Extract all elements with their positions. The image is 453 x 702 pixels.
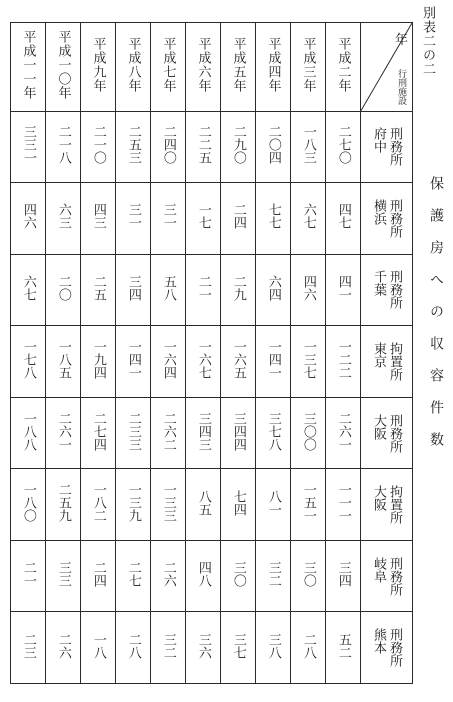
facility-name: 府中 <box>371 127 386 154</box>
count-value: 五八 <box>160 274 176 301</box>
table-reference-label: 別表二の二 <box>420 6 435 76</box>
count-value: 四七 <box>335 203 351 230</box>
count-value: 三〇〇 <box>300 411 316 451</box>
year-label: 平成六年 <box>195 36 211 93</box>
count-value: 四六 <box>300 274 316 301</box>
facility-type: 拘置所 <box>387 485 402 525</box>
count-value: 三〇 <box>230 561 246 588</box>
facility-name: 千葉 <box>371 270 386 297</box>
facility-cell <box>361 540 413 612</box>
count-value: 四八 <box>195 561 211 588</box>
year-label: 平成五年 <box>230 36 246 93</box>
count-value: 一一一 <box>335 483 351 523</box>
count-cell <box>186 111 221 183</box>
count-cell <box>11 183 46 255</box>
count-value: 二二五 <box>195 125 211 165</box>
facility-cell <box>361 254 413 326</box>
count-cell <box>11 540 46 612</box>
facility-cell <box>361 469 413 541</box>
count-value: 一三九 <box>125 483 141 523</box>
count-value: 一四一 <box>125 340 141 380</box>
count-value: 三四 <box>125 274 141 301</box>
count-cell <box>186 469 221 541</box>
count-cell <box>221 612 256 684</box>
year-header <box>151 23 186 112</box>
count-value: 二七〇 <box>335 125 351 165</box>
facility-name: 東京 <box>371 342 386 369</box>
count-value: 二九 <box>230 274 246 301</box>
count-cell <box>221 254 256 326</box>
count-cell <box>256 254 291 326</box>
count-cell <box>151 469 186 541</box>
count-cell <box>221 540 256 612</box>
count-cell <box>81 469 116 541</box>
count-cell <box>46 183 81 255</box>
count-cell <box>81 111 116 183</box>
count-cell <box>256 612 291 684</box>
count-cell <box>46 111 81 183</box>
count-value: 一八八 <box>20 411 36 451</box>
count-value: 一六五 <box>230 340 246 380</box>
table-row <box>11 612 413 684</box>
facility-cell <box>361 111 413 183</box>
count-cell <box>186 254 221 326</box>
count-cell <box>116 111 151 183</box>
count-cell <box>46 326 81 398</box>
year-header <box>11 23 46 112</box>
count-value: 二〇四 <box>265 125 281 165</box>
count-value: 六七 <box>300 203 316 230</box>
count-cell <box>326 397 361 469</box>
count-value: 二四 <box>90 561 106 588</box>
facility-cell <box>361 183 413 255</box>
count-cell <box>256 469 291 541</box>
count-value: 一六七 <box>195 340 211 380</box>
count-cell <box>186 612 221 684</box>
count-cell <box>186 183 221 255</box>
table-row <box>11 183 413 255</box>
count-cell <box>291 111 326 183</box>
count-cell <box>256 540 291 612</box>
count-value: 八五 <box>195 489 211 516</box>
count-cell <box>151 254 186 326</box>
count-value: 二六二 <box>160 411 176 451</box>
count-cell <box>151 540 186 612</box>
year-label: 平成九年 <box>90 36 106 93</box>
count-cell <box>186 397 221 469</box>
count-value: 三四四 <box>230 411 246 451</box>
count-value: 二六一 <box>55 411 71 451</box>
count-value: 二〇 <box>55 274 71 301</box>
count-value: 三三 <box>55 561 71 588</box>
facility-name: 横浜 <box>371 198 386 225</box>
facility-type: 拘置所 <box>387 342 402 382</box>
count-value: 三一 <box>125 203 141 230</box>
count-cell <box>116 469 151 541</box>
count-value: 三二 <box>265 561 281 588</box>
table-row <box>11 397 413 469</box>
count-cell <box>46 469 81 541</box>
facility-name: 大阪 <box>371 485 386 512</box>
count-cell <box>81 612 116 684</box>
count-cell <box>291 469 326 541</box>
count-value: 一八〇 <box>20 483 36 523</box>
count-value: 一八 <box>90 632 106 659</box>
count-value: 一七 <box>195 203 211 230</box>
count-value: 四三 <box>90 203 106 230</box>
count-value: 二一〇 <box>90 125 106 165</box>
count-cell <box>291 612 326 684</box>
count-value: 二八 <box>300 632 316 659</box>
count-cell <box>326 540 361 612</box>
count-cell <box>46 612 81 684</box>
count-cell <box>46 540 81 612</box>
count-cell <box>116 397 151 469</box>
count-cell <box>151 183 186 255</box>
count-cell <box>326 612 361 684</box>
count-value: 二九〇 <box>230 125 246 165</box>
count-cell <box>11 469 46 541</box>
facility-name: 岐阜 <box>371 556 386 583</box>
count-cell <box>11 397 46 469</box>
count-value: 一三三 <box>160 483 176 523</box>
count-value: 二五三 <box>125 125 141 165</box>
year-header <box>81 23 116 112</box>
count-cell <box>116 183 151 255</box>
count-value: 四六 <box>20 203 36 230</box>
count-cell <box>116 254 151 326</box>
count-cell <box>11 254 46 326</box>
table-row <box>11 469 413 541</box>
count-value: 二四 <box>230 203 246 230</box>
year-header <box>256 23 291 112</box>
count-value: 二五 <box>90 274 106 301</box>
count-value: 六四 <box>265 274 281 301</box>
count-cell <box>291 540 326 612</box>
count-cell <box>81 540 116 612</box>
count-value: 二六一 <box>335 411 351 451</box>
count-value: 二三三 <box>125 411 141 451</box>
count-value: 四一 <box>335 274 351 301</box>
count-value: 一九四 <box>90 340 106 380</box>
count-cell <box>81 183 116 255</box>
count-value: 三八 <box>265 632 281 659</box>
count-value: 一四一 <box>265 340 281 380</box>
facility-type: 刑務所 <box>387 413 402 453</box>
count-value: 二六 <box>55 632 71 659</box>
year-label: 平成二年 <box>335 36 351 93</box>
count-cell <box>81 326 116 398</box>
count-cell <box>151 326 186 398</box>
count-cell <box>291 326 326 398</box>
year-label: 平成一一年 <box>20 29 36 100</box>
count-cell <box>221 111 256 183</box>
count-value: 一三七 <box>300 340 316 380</box>
count-cell <box>326 111 361 183</box>
count-value: 一八二 <box>90 483 106 523</box>
count-cell <box>326 326 361 398</box>
header-row <box>11 23 413 112</box>
facility-name: 大阪 <box>371 413 386 440</box>
count-value: 二八 <box>125 632 141 659</box>
count-value: 二三 <box>20 632 36 659</box>
year-header <box>221 23 256 112</box>
count-cell <box>151 612 186 684</box>
count-value: 一八五 <box>55 340 71 380</box>
year-label: 平成八年 <box>125 36 141 93</box>
count-cell <box>221 397 256 469</box>
facility-type: 刑務所 <box>387 628 402 668</box>
count-cell <box>256 183 291 255</box>
corner-year-label: 年 <box>394 33 408 48</box>
count-cell <box>326 254 361 326</box>
count-cell <box>116 612 151 684</box>
year-label: 平成一〇年 <box>55 29 71 100</box>
count-cell <box>256 326 291 398</box>
facility-type: 刑務所 <box>387 127 402 167</box>
count-value: 七七 <box>265 203 281 230</box>
count-value: 二一 <box>20 561 36 588</box>
count-value: 三六 <box>195 632 211 659</box>
count-cell <box>11 612 46 684</box>
year-header <box>116 23 151 112</box>
count-value: 一六四 <box>160 340 176 380</box>
count-cell <box>116 540 151 612</box>
count-value: 七四 <box>230 489 246 516</box>
table-title: 保護房への収容件数 <box>428 176 444 464</box>
count-cell <box>186 540 221 612</box>
table-row <box>11 540 413 612</box>
count-value: 二四〇 <box>160 125 176 165</box>
count-value: 三〇 <box>300 561 316 588</box>
count-cell <box>11 326 46 398</box>
count-cell <box>291 183 326 255</box>
count-cell <box>256 397 291 469</box>
year-label: 平成四年 <box>265 36 281 93</box>
count-value: 五二 <box>335 632 351 659</box>
count-cell <box>81 254 116 326</box>
facility-name: 熊本 <box>371 628 386 655</box>
count-value: 三一 <box>160 203 176 230</box>
count-cell <box>46 254 81 326</box>
count-cell <box>291 254 326 326</box>
count-cell <box>11 111 46 183</box>
year-header <box>186 23 221 112</box>
count-value: 六三 <box>55 203 71 230</box>
count-value: 六七 <box>20 274 36 301</box>
count-value: 一八三 <box>300 125 316 165</box>
count-value: 二一八 <box>55 125 71 165</box>
count-value: 二七四 <box>90 411 106 451</box>
count-cell <box>116 326 151 398</box>
table-row <box>11 254 413 326</box>
count-value: 一七八 <box>20 340 36 380</box>
count-cell <box>326 183 361 255</box>
count-cell <box>221 326 256 398</box>
facility-cell <box>361 397 413 469</box>
count-cell <box>186 326 221 398</box>
count-value: 二六 <box>160 561 176 588</box>
count-cell <box>256 111 291 183</box>
count-value: 三四 <box>335 561 351 588</box>
count-cell <box>46 397 81 469</box>
count-value: 二七 <box>125 561 141 588</box>
count-value: 二五九 <box>55 483 71 523</box>
count-cell <box>326 469 361 541</box>
corner-facility-label: 行刑施設 <box>396 68 406 105</box>
count-cell <box>151 397 186 469</box>
facility-cell <box>361 326 413 398</box>
facility-cell <box>361 612 413 684</box>
count-cell <box>81 397 116 469</box>
count-value: 三四三 <box>195 411 211 451</box>
count-value: 三七 <box>230 632 246 659</box>
table-row <box>11 111 413 183</box>
table-row <box>11 326 413 398</box>
count-value: 八一 <box>265 489 281 516</box>
count-cell <box>221 183 256 255</box>
count-value: 三七八 <box>265 411 281 451</box>
year-label: 平成七年 <box>160 36 176 93</box>
count-cell <box>291 397 326 469</box>
facility-type: 刑務所 <box>387 198 402 238</box>
year-header <box>326 23 361 112</box>
facility-type: 刑務所 <box>387 270 402 310</box>
count-value: 三三一 <box>20 125 36 165</box>
count-value: 一五一 <box>300 483 316 523</box>
year-header <box>291 23 326 112</box>
count-value: 三二 <box>160 632 176 659</box>
count-cell <box>221 469 256 541</box>
custody-count-table <box>10 22 413 684</box>
corner-header <box>361 23 413 112</box>
count-value: 二一 <box>195 274 211 301</box>
year-header <box>46 23 81 112</box>
year-label: 平成三年 <box>300 36 316 93</box>
count-value: 一二二 <box>335 340 351 380</box>
facility-type: 刑務所 <box>387 556 402 596</box>
count-cell <box>151 111 186 183</box>
